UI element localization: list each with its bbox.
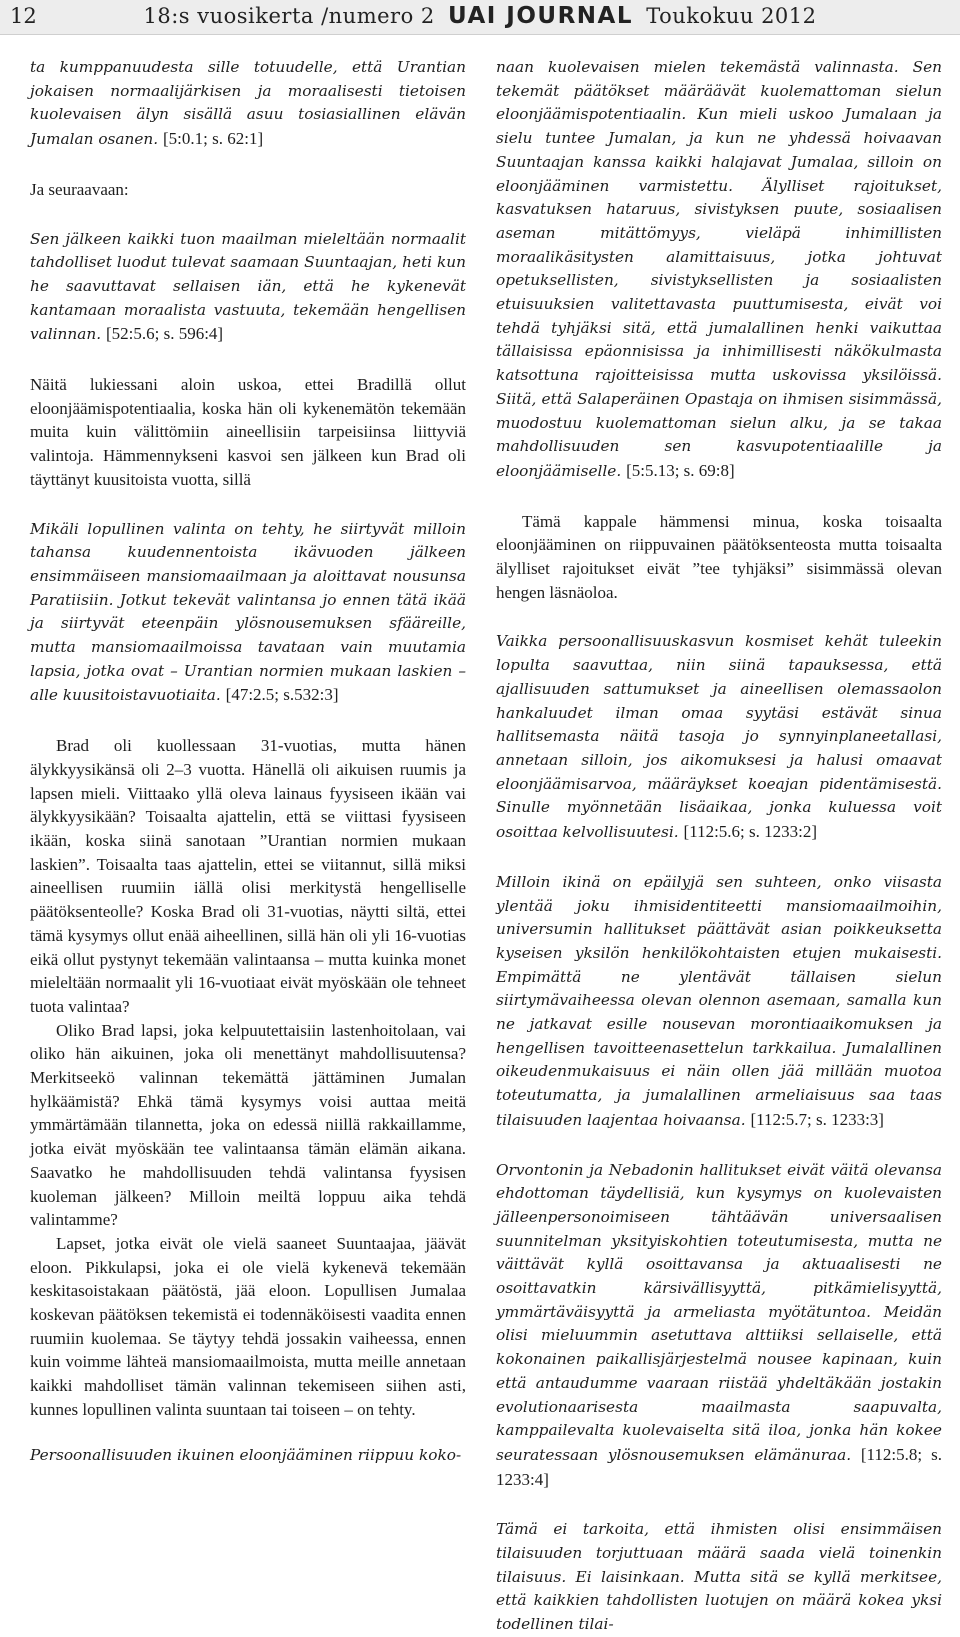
issue-line <box>0 3 960 29</box>
quote-reference: [52:5.6; s. 596:4] <box>105 324 224 344</box>
quote-reference: [5:5.13; s. 69:8] <box>626 460 735 480</box>
body-paragraph: Lapset, jotka eivät ole vielä saaneet Suuntaajaa, jäävät eloon. Pikkulapsi, joka ei ole vielä kykenevä tekemään keskitasoistakaan päätöstä, jää eloon. Lopullisen Jumalaa koskevan päätöksen tekemistä ei todennäköisesti vaadita ennen ruumiin kuolemaa. Se täytyy tehdä jossakin vaiheessa, ennen kuin voimme lähteä mansiomaailmoista, mutta meille annetaan kaikki mahdolliset tämän valinnan tekemiseen siihen asti, kunnes lopullinen valinta suuntaan tai toiseen – on tehty. <box>30 1233 466 1419</box>
quote-text: ta kumppanuudesta sille totuudelle, että Urantian jokaisen normaalijärkisen ja moraalisesti tietoisen kuolevaisen älyn sisällä asuu tosiasiallinen elävän Jumalan osanen. <box>30 58 466 149</box>
quote-text: Tämä ei tarkoita, että ihmisten olisi ensimmäisen tilaisuuden torjuttuaan määrä saada vielä toinenkin tilaisuus. Ei laisinkaan. Mutta sitä se kyllä merkitsee, että kaikkien tahdollisten luotujen on määrä kokea yksi todellinen tilai- <box>496 1520 942 1634</box>
quote-block <box>496 871 942 1133</box>
quote-text: Sen jälkeen kaikki tuon maailman mieleltään normaalit tahdolliset luodut tulevat saamaan Suuntaajan, heti kun he saavuttavat sellaisen iän, että he kykenevät kantamaan moraalista vastuuta, tekemään hengellisen valinnan. <box>30 229 466 344</box>
quote-text: Mikäli lopullinen valinta on tehty, he siirtyvät milloin tahansa kuudennentoista ikävuoden jälkeen ensimmäiseen mansiomaailmaan ja aloittavat nousunsa Paratiisiin. Jotkut tekevät valintansa jo ennen tätä ikää ja siirtyvät eteenpäin ylösnousemuksen sfääreille, mutta mansiomaailmoissa tavataan vain muutamia lapsia, jotka ovat – Urantian normien mukaan laskien – alle kuusitoistavuotiaita. <box>30 519 466 705</box>
quote-text: Vaikka persoonallisuuskasvun kosmiset kehät tuleekin lopulta saavuttaa, niin siinä tapauksessa, että ajallisuuden sattumukset ja aineellisen olemassaolon hankaluudet ilman omaa syytäsi estävät sinua hallitsemasta näitä tasoja jo synnyinplaneetallasi, annetaan silloin, jos aikomuksesi ja halusi omaavat eloonjäämisarvoa, määräykset koeajan pidentämisestä. Sinulle myönnetään lisäaikaa, jonka kuluessa voit osoittaa kelvollisuutesi. <box>496 632 942 842</box>
body-paragraph: Tämä kappale hämmensi minua, koska toisaalta eloonjääminen on riippuvainen päätöksenteosta mutta toisaalta älylliset rajoitukset eivät ”tee tyhjäksi” sisimmässä olevan hengen läsnäoloa. <box>496 511 942 602</box>
quote-block <box>30 518 466 709</box>
body-paragraph: Brad oli kuollessaan 31-vuotias, mutta hänen älykkyysikänsä oli 2–3 vuotta. Hänellä oli aikuisen ruumis ja lapsen mieli. Viittaako yllä oleva lainaus fyysiseen ikään vai älykkyysikään? Toisaalta ajattelin, että se viittasi fyysiseen ikään, koska siinä sanotaan ”Urantian normien mukaan laskien”. Toisaalta taas ajattelin, ettei se viitannut, sillä miksi aineellisen ruumiin iällä olisi merkitystä hengelliselle päätöksenteolle? Koska Brad oli 31-vuotias, näytti siltä, ettei tämä kysymys ollut enää aiheellinen, sillä hän oli yli 16-vuotias eikä ollut pystynyt tekemään valintaansa – mutta kuinka monet mieleltään normaalit yli 16-vuotiaat eivät myöskään ole tehneet tuota valintaa? <box>30 736 466 1016</box>
quote-text: Persoonallisuuden ikuinen eloonjääminen riippuu koko- <box>30 1445 462 1464</box>
body-paragraph: Ja seuraavaan: <box>30 179 129 199</box>
quote-block <box>30 228 466 348</box>
quote-block <box>496 56 942 484</box>
left-column <box>30 56 466 1467</box>
journal-title: UAI JOURNAL <box>447 3 634 29</box>
quote-block <box>30 56 466 152</box>
quote-text: Orvontonin ja Nebadonin hallitukset eivät väitä olevansa ehdottoman täydellisiä, kun kysymys on kuolevaisten jälleenpersonoimiseen tähtäävän universaalisen suunnitelman yksityiskohtien toteutumisesta, mutta ne väittävät kyllä osoittavansa ja aktuaalisesti ne osoittavatkin kärsivällisyyttä, pitkämielisyyttä, ymmärtäväisyyttä ja armeliasta myötätuntoa. Meidän olisi mieluummin asetuttava alttiiksi sellaiselle, että kokonainen paikallisjärjestelmä nousee kapinaan, kuin että antaudumme vaaraan riistää yhdeltäkään jostakin evolutionaarisesta maailmasta saapuvalta, kamppailevalta kuolevaiselta sitä iloa, jonka hän kokee seuratessaan ylösnousemuksen elämänuraa. <box>496 1160 942 1464</box>
quote-reference: [47:2.5; s.532:3] <box>225 685 339 705</box>
quote-block <box>496 630 942 844</box>
body-paragraph: Oliko Brad lapsi, joka kelpuutettaisiin lastenhoitolaan, vai oliko hän aikuinen, joka oli menettänyt mahdollisuutensa? Merkitseekö valinnan tekemättä jättäminen Jumalan hylkäämistä? Ehkä tämä kysymys voisi auttaa meitä ymmärtämään tilannetta, joka on edessä niillä rakkaillamme, jotka eivät myöskään tee valintaansa tämän elämän aikana. Saavatko he mahdollisuuden tehdä valintansa fyysisen kuoleman jälkeen? Milloin meiltä loppuu aika tehdä valintamme? <box>30 1020 466 1230</box>
quote-reference: [112:5.6; s. 1233:2] <box>683 822 818 842</box>
issue-date: Toukokuu 2012 <box>646 4 817 28</box>
page-number: 12 <box>10 4 37 28</box>
quote-block <box>30 1444 466 1468</box>
quote-reference: [5:0.1; s. 62:1] <box>163 129 264 149</box>
quote-text: Milloin ikinä on epäilyjä sen suhteen, onko viisasta ylentää joku ihmisidentiteetti mansiomaailmoihin, universumin hallitukset päättävät asian poikkeuksetta kyseisen yksilön henkilökohtaisten etujen mukaisesti. Empimättä ne ylentävät tällaisen sielun siirtymävaiheessa olevan olennon asemaan, samalla kun ne jatkavat esille nousevan morontiaaikomuksen ja hengellisen tavoitteenasettelun tarkkailua. Jumalallinen oikeudenmukaisuus ei näin ollen jää millään muotoa toteutumatta, ja jumalallinen armeliaisuus saa taas tilaisuuden laajentaa hoivaansa. <box>496 872 942 1129</box>
quote-text: naan kuolevaisen mielen tekemästä valinnasta. Sen tekemät päätökset määräävät kuolemattoman sielun eloonjäämispotentiaalin. Kun mieli uskoo Jumalaan ja sielu tuntee Jumalan, ja kun ne yhdessä hoivaavan Suuntaajan kanssa kaikki halajavat Jumalaa, silloin on eloonjääminen varmistettu. Älylliset rajoitukset, kasvatuksen hataruus, sivistyksen puute, sosiaalisen aseman mitättömyys, vieläpä inhimillisten moraalikäsitysten alamittaisuus, jotka johtuvat opetuksellisten, sivistyksellisten ja sosiaalisten etuisuuksien valitettavasta puuttumisesta, eivät voi tehdä tyhjäksi sitä, että jumalallinen henki vaikuttaa tällaisissa epäonnisissa ja inhimillisesti näkökulmasta katsottuna rajoitteisissa mutta uskovissa yksilöissä. Siitä, että Salaperäinen Opastaja on ihmisen sisimmässä, muodostuu kuolemattoman sielun alku, ja se takaa mahdollisuuden sen kasvupotentiaalille ja eloonjäämiselle. <box>496 58 942 480</box>
quote-block <box>496 1159 942 1493</box>
quote-reference: [112:5.8; s. 1233:4] <box>496 1444 942 1489</box>
issue-volume: 18:s vuosikerta /numero 2 <box>143 4 435 28</box>
right-column <box>496 56 942 1637</box>
quote-block <box>496 1518 942 1637</box>
body-paragraph: Näitä lukiessani aloin uskoa, ettei Bradillä ollut eloonjäämispotentiaalia, koska hän oli kykenemätön tekemään muita kuin välittömiin aineellisiin tarpeisiinsa liittyviä valintoja. Hämmennykseni kasvoi sen jälkeen kun Brad oli täyttänyt kuusitoista vuotta, sillä <box>30 375 466 489</box>
quote-reference: [112:5.7; s. 1233:3] <box>750 1109 884 1129</box>
page-header <box>0 0 960 35</box>
